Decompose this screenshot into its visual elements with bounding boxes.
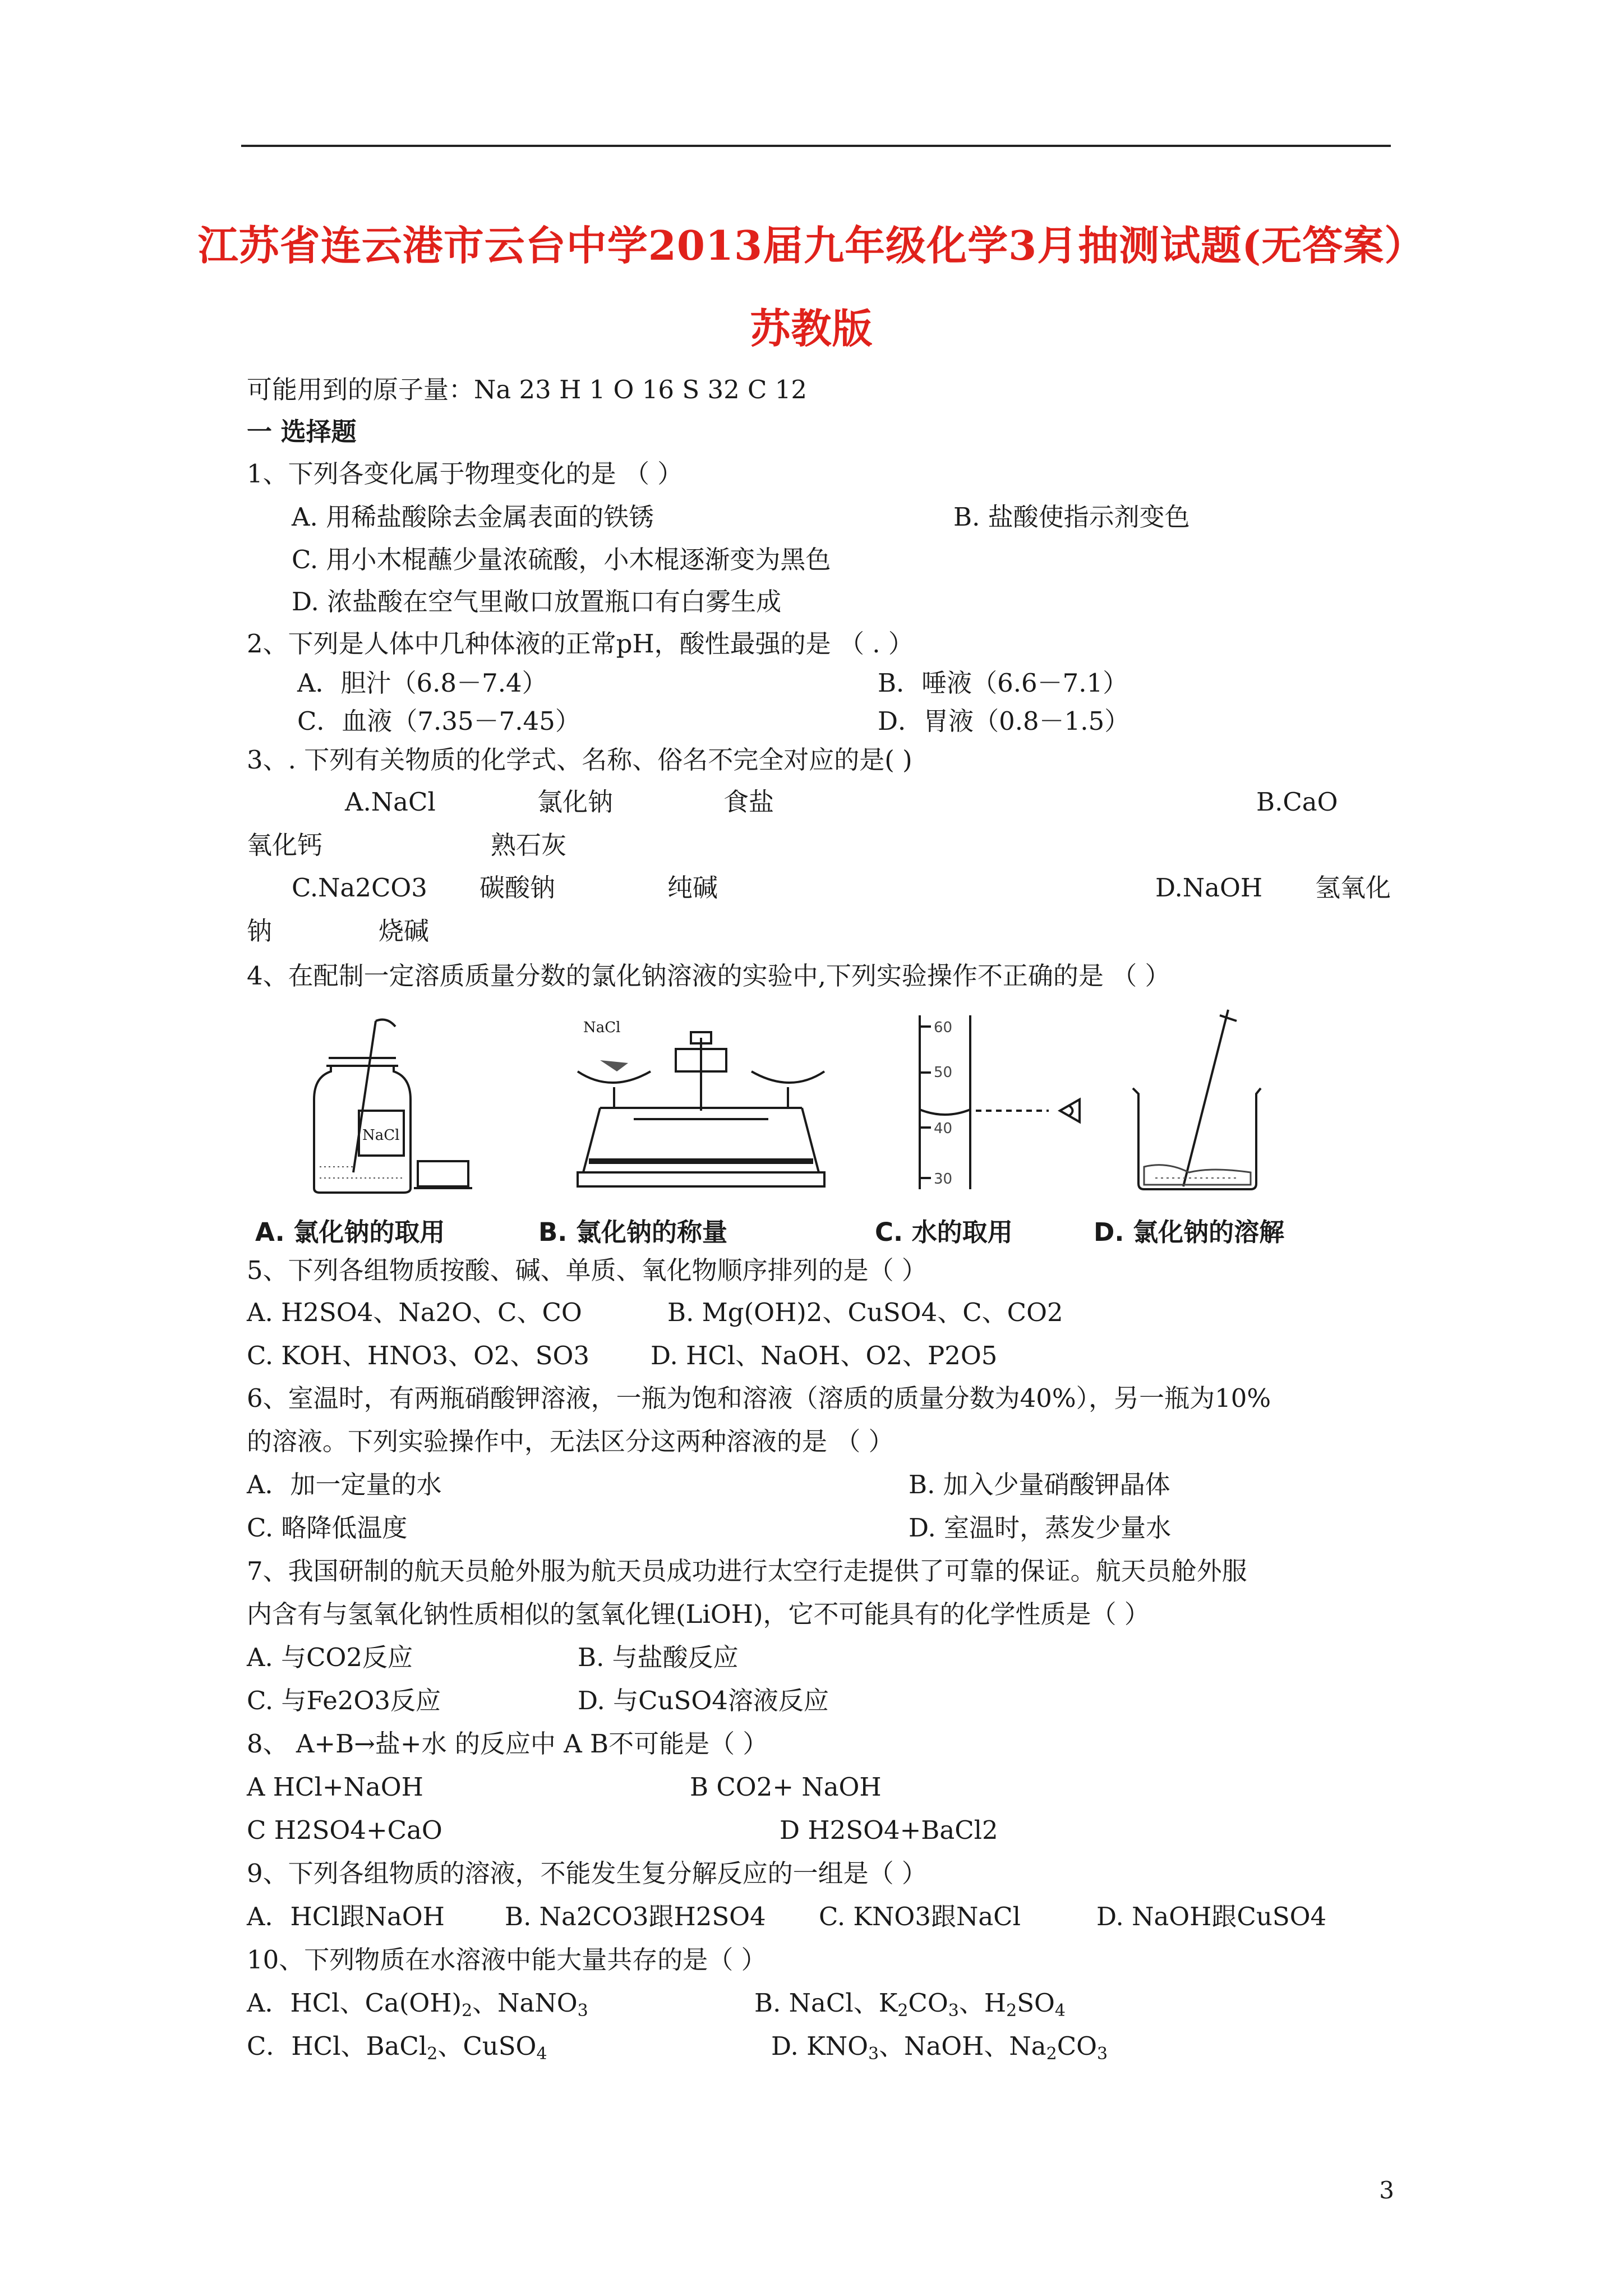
question-9-option-b: B. Na2CO3跟H2SO4: [505, 1902, 766, 1931]
question-3-option-a-formula: A.NaCl: [345, 787, 436, 817]
cylinder-mark-50: 50: [934, 1064, 953, 1081]
question-7-stem-line1: 7、我国研制的航天员舱外服为航天员成功进行太空行走提供了可靠的保证。航天员舱外服: [247, 1556, 1247, 1586]
atomic-masses: 可能用到的原子量：Na 23 H 1 O 16 S 32 C 12: [247, 375, 808, 404]
question-1-option-c: C. 用小木棍蘸少量浓硫酸，小木棍逐渐变为黑色: [292, 545, 831, 574]
question-6-stem-line2: 的溶液。下列实验操作中，无法区分这两种溶液的是 （ ）: [247, 1427, 894, 1456]
question-3-option-d-name: 氢氧化: [1315, 873, 1391, 903]
question-9-option-a: A．HCl跟NaOH: [247, 1902, 445, 1931]
question-2-option-b: B．唾液（6.6－7.1）: [878, 668, 1128, 698]
question-3-stem: 3、. 下列有关物质的化学式、名称、俗名不完全对应的是( ): [247, 745, 912, 775]
cylinder-mark-30: 30: [934, 1171, 953, 1188]
question-8-option-b: B CO2+ NaOH: [690, 1772, 882, 1802]
question-10-stem: 10、下列物质在水溶液中能大量共存的是（ ）: [247, 1945, 767, 1975]
question-6-option-c: C. 略降低温度: [247, 1513, 408, 1543]
question-9-option-d: D. NaOH跟CuSO4: [1096, 1902, 1327, 1931]
question-2-option-d: D．胃液（0.8－1.5）: [878, 706, 1130, 736]
question-9-stem: 9、下列各组物质的溶液，不能发生复分解反应的一组是（ ）: [247, 1858, 927, 1888]
question-8-option-a: A HCl+NaOH: [247, 1772, 423, 1802]
page-subtitle: 苏教版: [750, 305, 873, 352]
figure-d-label: D. 氯化钠的溶解: [1094, 1217, 1285, 1247]
question-6-option-b: B. 加入少量硝酸钾晶体: [909, 1470, 1170, 1499]
question-6-option-d: D. 室温时，蒸发少量水: [909, 1513, 1172, 1543]
question-5-option-c: C. KOH、HNO3、O2、SO3: [247, 1341, 589, 1370]
question-2-option-c: C．血液（7.35－7.45）: [297, 706, 580, 736]
question-3-option-d-common: 烧碱: [379, 916, 430, 946]
figure-b-label: B. 氯化钠的称量: [538, 1217, 728, 1247]
page-number: 3: [1379, 2177, 1394, 2204]
question-5-option-b: B. Mg(OH)2、CuSO4、C、CO2: [667, 1297, 1063, 1327]
balance-label: NaCl: [583, 1019, 621, 1036]
figure-c-graduated-cylinder: [909, 1010, 1133, 1200]
figure-b-balance: [566, 1010, 858, 1212]
question-3-option-d-name-cont: 钠: [247, 916, 273, 946]
page-title: 江苏省连云港市云台中学2013届九年级化学3月抽测试题(无答案）: [197, 222, 1426, 269]
question-1-option-b: B. 盐酸使指示剂变色: [953, 502, 1190, 532]
question-5-option-a: A. H2SO4、Na2O、C、CO: [247, 1297, 582, 1327]
question-3-option-c-common: 纯碱: [667, 873, 718, 903]
figure-a-label: A. 氯化钠的取用: [255, 1217, 445, 1247]
question-3-option-a-common: 食盐: [723, 787, 774, 817]
question-3-option-b-common: 熟石灰: [491, 830, 567, 860]
question-6-option-a: A．加一定量的水: [247, 1470, 442, 1499]
header-rule: [241, 145, 1391, 147]
cylinder-mark-40: 40: [934, 1120, 953, 1137]
question-3-option-c-formula: C.Na2CO3: [292, 873, 427, 903]
question-8-option-c: C H2SO4+CaO: [247, 1815, 442, 1845]
question-3-option-b-name: 氧化钙: [247, 830, 323, 860]
question-3-option-a-name: 氯化钠: [537, 787, 614, 817]
question-10-option-a: A．HCl、$Ca(OH)_2$、NaNO$_3$: [247, 1988, 588, 2021]
question-8-option-d: D H2SO4+BaCl2: [780, 1815, 998, 1845]
figure-c-label: C. 水的取用: [875, 1217, 1013, 1247]
question-2-option-a: A．胆汁（6.8－7.4）: [297, 668, 547, 698]
question-10-option-b: B. NaCl、$K_2CO_3$、$H_2SO_4$: [754, 1988, 1066, 2021]
question-10-option-d: D. $KNO_3$、NaOH、$Na_2CO_3$: [771, 2031, 1108, 2064]
section-heading: 一 选择题: [247, 417, 357, 447]
question-3-option-d-formula: D.NaOH: [1155, 873, 1263, 903]
question-7-stem-line2: 内含有与氢氧化钠性质相似的氢氧化锂(LiOH)，它不可能具有的化学性质是（ ）: [247, 1599, 1150, 1629]
question-5-option-d: D. HCl、NaOH、O2、P2O5: [651, 1341, 998, 1370]
question-8-stem: 8、 A+B→盐+水 的反应中 A B不可能是（ ）: [247, 1729, 768, 1759]
question-6-stem-line1: 6、室温时，有两瓶硝酸钾溶液，一瓶为饱和溶液（溶质的质量分数为40%），另一瓶为10%: [247, 1383, 1271, 1413]
figure-a-reagent-jar: [292, 1010, 482, 1200]
question-3-option-c-name: 碳酸钠: [479, 873, 556, 903]
figure-d-beaker: [1122, 1004, 1312, 1200]
question-7-option-a: A. 与CO2反应: [247, 1642, 413, 1672]
question-5-stem: 5、下列各组物质按酸、碱、单质、氧化物顺序排列的是（ ）: [247, 1255, 927, 1285]
question-3-option-b-formula: B.CaO: [1256, 787, 1338, 817]
question-7-option-c: C. 与Fe2O3反应: [247, 1686, 441, 1715]
question-1-stem: 1、下列各变化属于物理变化的是 （ ）: [247, 459, 683, 489]
question-2-stem: 2、下列是人体中几种体液的正常pH，酸性最强的是 （ . ）: [247, 629, 914, 659]
question-1-option-a: A. 用稀盐酸除去金属表面的铁锈: [292, 502, 654, 532]
question-9-option-c: C. KNO3跟NaCl: [819, 1902, 1021, 1931]
question-10-option-c: C．HCl、BaCl$_2$、CuSO$_4$: [247, 2031, 547, 2064]
jar-label: NaCl: [362, 1127, 400, 1144]
question-4-stem: 4、在配制一定溶质质量分数的氯化钠溶液的实验中,下列实验操作不正确的是 （ ）: [247, 961, 1170, 991]
question-7-option-d: D. 与CuSO4溶液反应: [578, 1686, 829, 1715]
cylinder-mark-60: 60: [934, 1019, 953, 1036]
question-1-option-d: D. 浓盐酸在空气里敞口放置瓶口有白雾生成: [292, 587, 782, 616]
question-7-option-b: B. 与盐酸反应: [578, 1642, 739, 1672]
